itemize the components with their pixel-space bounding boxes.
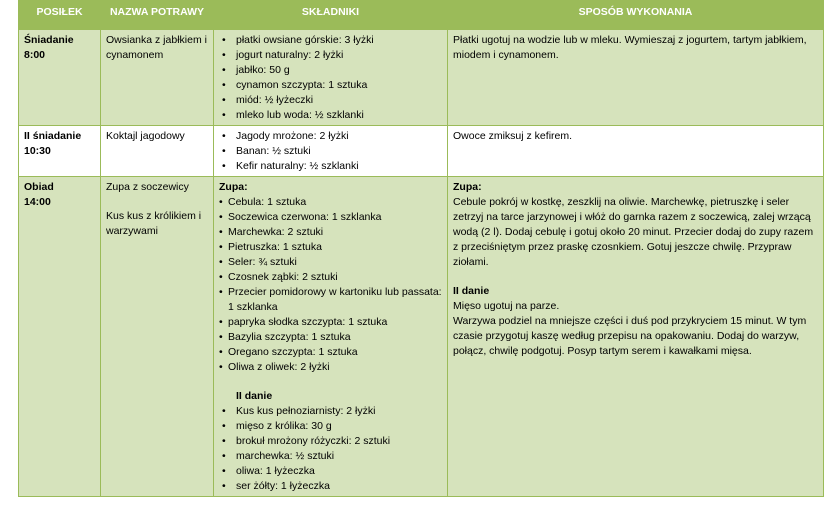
table-header-row [19,0,824,30]
meal-plan-table [18,0,824,497]
list-item: • Czosnek ząbki: 2 sztuki [219,270,442,285]
list-item: • Pietruszka: 1 sztuka [219,240,442,255]
method-text: Cebule pokrój w kostkę, zeszklij na oliwie. Marchewkę, pietruszkę i seler zetrzyj na tarce jarzynowej i włóż do garnka razem z soczewicą, zalej wrzącą wodą (2 l). Dodaj cebulę i gotuj około 20 minut. Przecier dodaj do zupy razem z przeciśniętym przez praskę czosnkiem. Gotuj jeszcze chwilę. Przypraw ziołami. [453,196,814,268]
list-item: • papryka słodka szczypta: 1 sztuka [219,315,442,330]
table-row-lunch [19,177,824,497]
soup-heading: Zupa: [219,181,248,193]
header-meal: POSIŁEK [19,0,101,30]
meal-name: Śniadanie [24,34,74,46]
dish-cell [101,30,214,126]
list-item: • jogurt naturalny: 2 łyżki [219,48,442,63]
dish-name: Zupa z soczewicy [106,181,189,193]
method-soup-heading: Zupa: [453,181,482,193]
dish-name: Kus kus z królikiem i warzywami [106,210,202,237]
meal-name: II śniadanie [24,130,82,142]
list-item: • mleko lub woda: ½ szklanki [219,108,442,123]
ingredient-list [219,33,442,123]
dish-cell [101,126,214,177]
list-item: • Marchewka: 2 sztuki [219,225,442,240]
ingredients-cell [214,177,448,497]
dish-cell [101,177,214,497]
list-item: • jabłko: 50 g [219,63,442,78]
dish-name: Owsianka z jabłkiem i cynamonem [106,34,207,61]
list-item: • Przecier pomidorowy w kartoniku lub passata: 1 szklanka [219,285,442,315]
soup-ingredient-list [219,195,442,375]
header-method: SPOSÓB WYKONANIA [448,0,824,30]
ingredients-cell [214,30,448,126]
header-ingredients: SKŁADNIKI [214,0,448,30]
list-item: • ser żółty: 1 łyżeczka [219,479,442,494]
list-item: • Bazylia szczypta: 1 sztuka [219,330,442,345]
main-course-heading: II danie [236,390,273,402]
meal-cell [19,30,101,126]
list-item: • miód: ½ łyżeczki [219,93,442,108]
meal-time: 10:30 [24,145,51,157]
method-cell [448,30,824,126]
meal-time: 8:00 [24,49,46,61]
list-item: • płatki owsiane górskie: 3 łyżki [219,33,442,48]
list-item: • Banan: ½ sztuki [219,144,442,159]
header-dish: NAZWA POTRAWY [101,0,214,30]
table-row-second-breakfast [19,126,824,177]
list-item: • Cebula: 1 sztuka [219,195,442,210]
list-item: • brokuł mrożony różyczki: 2 sztuki [219,434,442,449]
meal-time: 14:00 [24,196,51,208]
method-text: Owoce zmiksuj z kefirem. [453,130,573,142]
main-ingredient-list [219,404,442,494]
ingredients-cell [214,126,448,177]
list-item: • Soczewica czerwona: 1 szklanka [219,210,442,225]
list-item: • Oliwa z oliwek: 2 łyżki [219,360,442,375]
method-text: Mięso ugotuj na parze. [453,300,560,312]
table-row-breakfast [19,30,824,126]
ingredient-list [219,129,442,174]
list-item: • Oregano szczypta: 1 sztuka [219,345,442,360]
list-item: • cynamon szczypta: 1 sztuka [219,78,442,93]
list-item: • marchewka: ½ sztuki [219,449,442,464]
method-main-heading: II danie [453,285,490,297]
list-item: • oliwa: 1 łyżeczka [219,464,442,479]
list-item: • Seler: ¾ sztuki [219,255,442,270]
list-item: • Kefir naturalny: ½ szklanki [219,159,442,174]
meal-cell [19,177,101,497]
list-item: • mięso z królika: 30 g [219,419,442,434]
meal-name: Obiad [24,181,54,193]
list-item: • Kus kus pełnoziarnisty: 2 łyżki [219,404,442,419]
method-text: Płatki ugotuj na wodzie lub w mleku. Wymieszaj z jogurtem, tartym jabłkiem, miodem i cynamonem. [453,34,807,61]
meal-cell [19,126,101,177]
list-item: • Jagody mrożone: 2 łyżki [219,129,442,144]
method-cell [448,126,824,177]
method-text: Warzywa podziel na mniejsze części i duś pod przykryciem 15 minut. W tym czasie przygotuj kaszę według przepisu na opakowaniu. Dodaj do warzyw, połącz, chwilę podgotuj. Posyp tartym serem i kawałkami mięsa. [453,315,807,357]
dish-name: Koktajl jagodowy [106,130,185,142]
method-cell [448,177,824,497]
